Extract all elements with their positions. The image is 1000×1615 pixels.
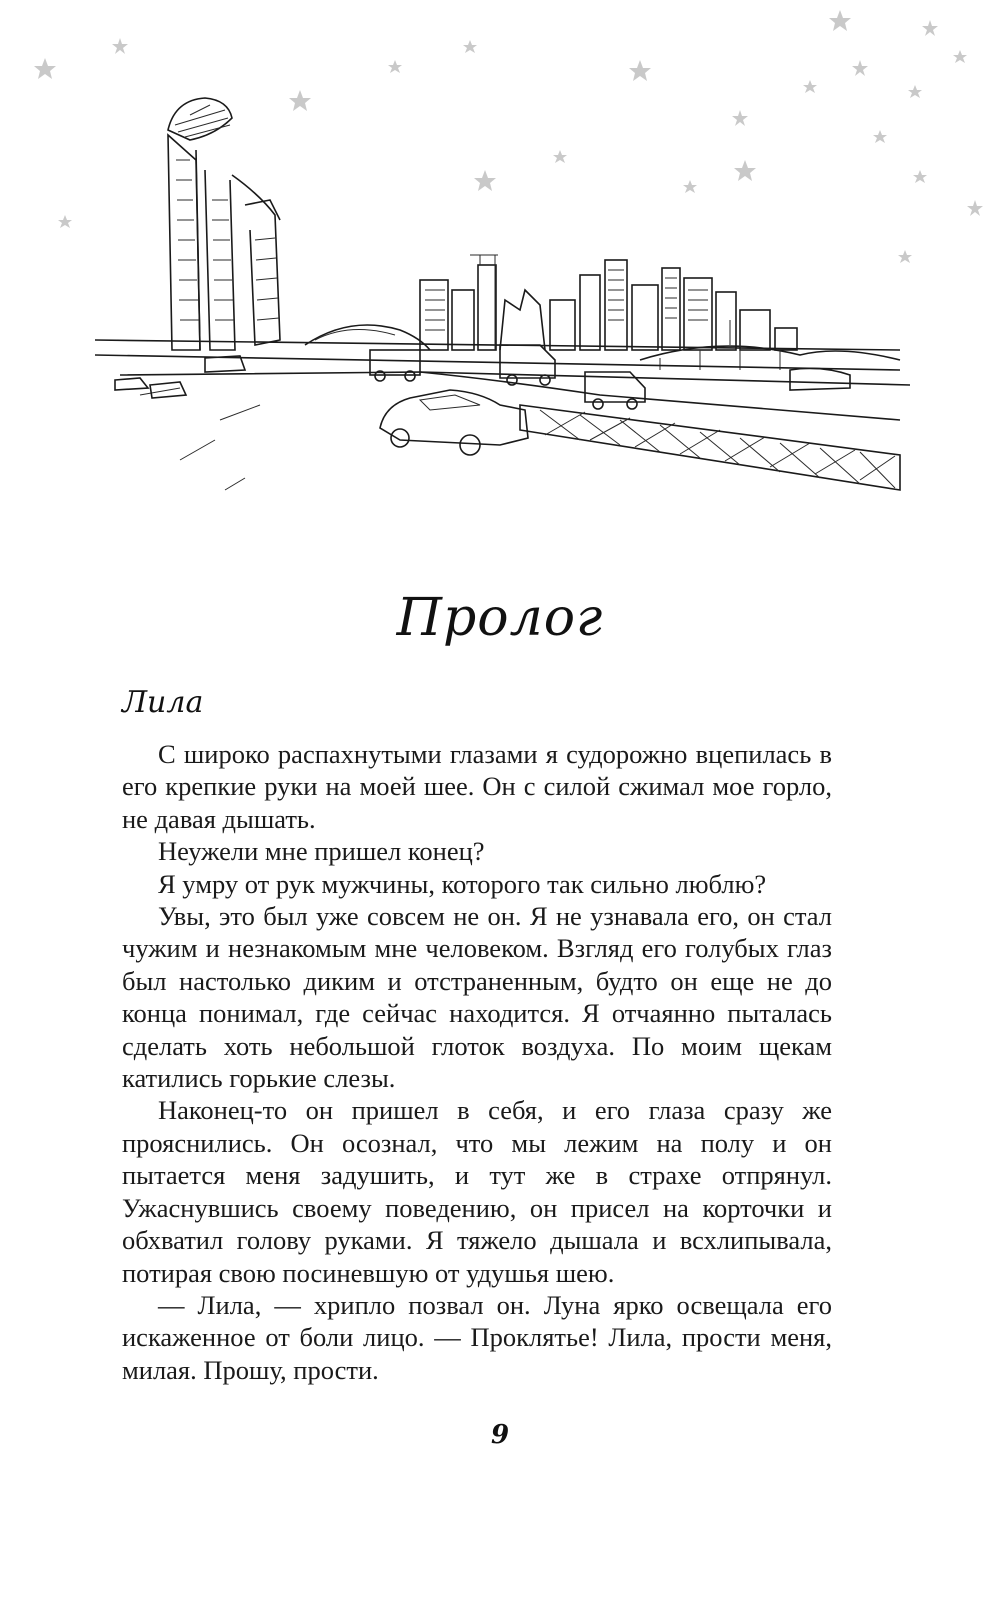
paragraph: Я умру от рук мужчины, которого так сильно люблю? xyxy=(158,868,767,899)
skyline-buildings xyxy=(420,255,797,350)
chapter-body xyxy=(122,738,832,1386)
page-number: 9 xyxy=(490,1420,510,1450)
tower-building xyxy=(168,98,280,350)
paragraph: — Лила, — хрипло позвал он. Луна ярко освещала его искаженное от боли лицо. — Проклятье! Лила, прости меня, милая. Прошу, прости. xyxy=(122,1289,832,1385)
paragraph: Наконец-то он пришел в себя, и его глаза сразу же прояснились. Он осознал, что мы лежим на полу и он пытается меня задушить, и тут же в страхе отпрянул. Ужаснувшись своему поведению, он присел на корточки и обхватил голову руками. Я тяжело дышала и всхлипывала, потирая свою посиневшую от удушья шею. xyxy=(122,1095,832,1288)
paragraph: Неужели мне пришел конец? xyxy=(158,836,485,867)
city-skyline-illustration xyxy=(0,0,1000,540)
chapter-pov-name: Лила xyxy=(122,685,204,720)
stars-decoration xyxy=(34,10,983,263)
dome xyxy=(305,325,430,350)
highway xyxy=(95,340,910,490)
city-highway-drawing xyxy=(0,0,1000,540)
paragraph: С широко распахнутыми глазами я судорожно вцепилась в его крепкие руки на моей шее. Он с силой сжимал мое горло, не давая дышать. xyxy=(122,739,832,834)
chapter-title: Пролог xyxy=(396,588,604,648)
paragraph: Увы, это был уже совсем не он. Я не узнавала его, он стал чужим и незнакомым мне человеком. Взгляд его голубых глаз был настолько диким и отстраненным, будто он еще не до конца понимал, где сейчас находится. Я отчаянно пыталась сделать хоть небольшой глоток воздуха. По моим щекам катились горькие слезы. xyxy=(122,901,832,1094)
